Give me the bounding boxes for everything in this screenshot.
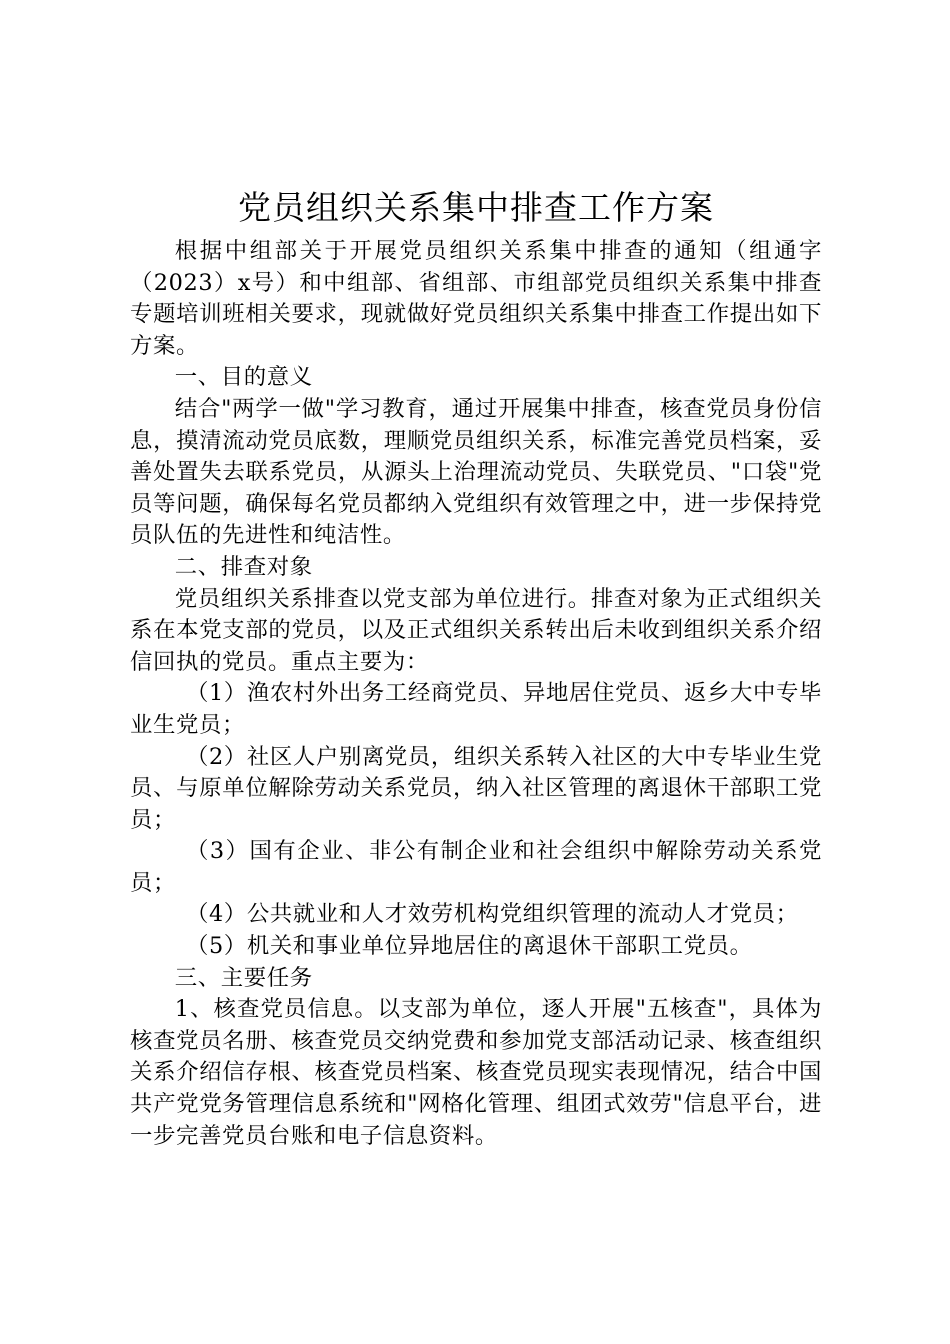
section-body-targets: 党员组织关系排查以党支部为单位进行。排查对象为正式组织关系在本党支部的党员，以及正式组织关系转出后未收到组织关系介绍信回执的党员。重点主要为： — [130, 585, 822, 675]
list-item: （3）国有企业、非公有制企业和社会组织中解除劳动关系党员； — [130, 838, 822, 896]
section-heading-tasks: 三、主要任务 — [174, 964, 313, 991]
document-title: 党员组织关系集中排查工作方案 — [238, 188, 714, 227]
section-body-purpose: 结合"两学一做"学习教育，通过开展集中排查，核查党员身份信息，摸清流动党员底数，理顺党员组织关系，标准完善党员档案，妥善处置失去联系党员，从源头上治理流动党员、失联党员、"口袋"党员等问题，确保每名党员都纳入党组织有效管理之中，进一步保持党员队伍的先进性和纯洁性。 — [130, 395, 822, 549]
list-item: （4）公共就业和人才效劳机构党组织管理的流动人才党员； — [186, 901, 799, 928]
list-item: （2）社区人户别离党员，组织关系转入社区的大中专毕业生党员、与原单位解除劳动关系党员，纳入社区管理的离退休干部职工党员； — [130, 743, 822, 833]
document-page — [130, 186, 822, 1152]
list-item: （1）渔农村外出务工经商党员、异地居住党员、返乡大中专毕业生党员； — [130, 680, 822, 738]
section-body-tasks: 1、核查党员信息。以支部为单位，逐人开展"五核查"，具体为核查党员名册、核查党员交纳党费和参加党支部活动记录、核查组织关系介绍信存根、核查党员档案、核查党员现实表现情况，结合中国共产党党务管理信息系统和"网格化管理、组团式效劳"信息平台，进一步完善党员台账和电子信息资料。 — [130, 996, 822, 1149]
section-heading-targets: 二、排查对象 — [174, 553, 313, 580]
list-item: （5）机关和事业单位异地居住的离退休干部职工党员。 — [186, 933, 753, 960]
intro-paragraph: 根据中组部关于开展党员组织关系集中排查的通知（组通字（2023）x号）和中组部、省组部、市组部党员组织关系集中排查专题培训班相关要求，现就做好党员组织关系集中排查工作提出如下方案。 — [130, 238, 822, 359]
section-heading-purpose: 一、目的意义 — [174, 364, 313, 391]
